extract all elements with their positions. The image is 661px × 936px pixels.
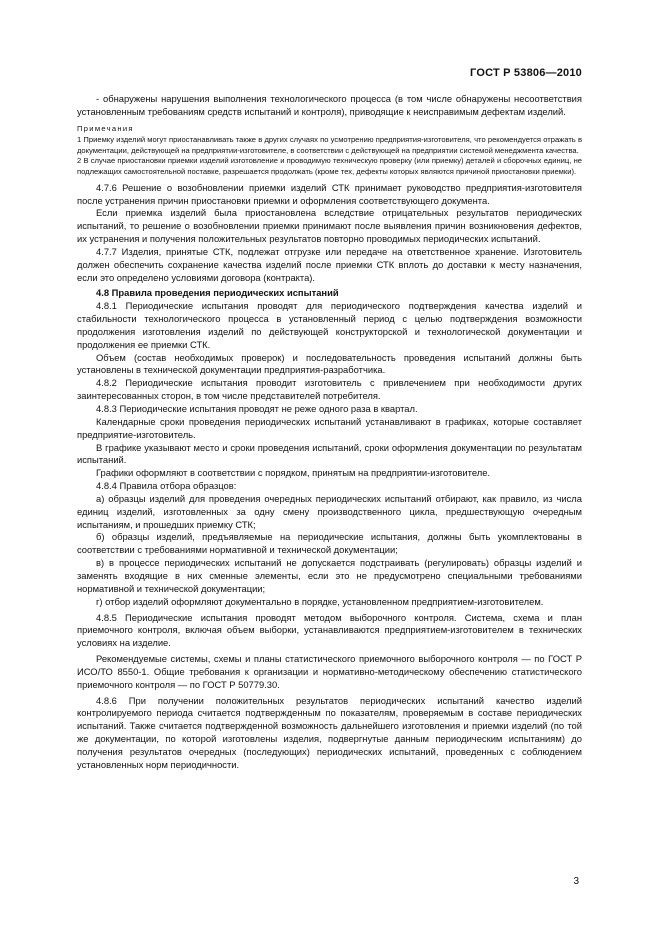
paragraph-4-8-6: 4.8.6 При получении положительных результатов периодических испытаний качество изделий контролируемого периода считается подтвержденным по показателям, проверяемым в составе периодических испытаний. Также считается подтвержденной возможность дальнейшего изготовления и приемки изделий (по той же документации, по которой изготовлены изделия, подвергнутые данным периодическим испытаниям) до получения результатов очередных (последующих) периодических испытаний, проведенных с соблюдением установленных норм периодичности.: [77, 694, 582, 770]
paragraph-schedule-format: Графики оформляют в соответствии с порядком, принятым на предприятии-изготовителе.: [96, 467, 491, 479]
paragraph-4-8-2: 4.8.2 Периодические испытания проводит изготовитель с привлечением при необходимости других заинтересованных сторон, в том числе представителей потребителя.: [77, 377, 582, 402]
note-2: 2 В случае приостановки приемки изделий изготовление и проводимую техническую проверку (или приемку) деталей и сборочных единиц, не подлежащих самостоятельной поставке, разрешается продолжать (кроме тех, дефекты которых являются причиной приостановки приемки).: [77, 156, 582, 177]
list-item-g: г) отбор изделий оформляют документально в порядке, установленном предприятием-изготовителем.: [96, 595, 544, 607]
paragraph-4-8-3: 4.8.3 Периодические испытания проводят не реже одного раза в квартал.: [96, 403, 418, 414]
paragraph-scope: Объем (состав необходимых проверок) и последовательность проведения испытаний должны быть установлены в технической документации предприятия-разработчика.: [77, 351, 582, 376]
standard-header: ГОСТ Р 53806—2010: [470, 67, 582, 79]
paragraph-4-8-4: 4.8.4 Правила отбора образцов:: [96, 480, 237, 492]
paragraph-schedule: Календарные сроки проведения периодических испытаний устанавливают в графиках, которые составляет предприятие-изготовитель.: [77, 415, 582, 440]
section-heading-4-8: 4.8 Правила проведения периодических испытаний: [96, 287, 339, 299]
paragraph-4-8-5: 4.8.5 Периодические испытания проводят методом выборочного контроля. Система, схема и план приемочного контроля, включая объем выборки, устанавливаются предприятием-изготовителем в технических условиях на изделие.: [77, 611, 582, 649]
paragraph-4-7-7: 4.7.7 Изделия, принятые СТК, подлежат отгрузке или передаче на ответственное хранение. Изготовитель должен обеспечить сохранение качества изделий после приемки СТК вплоть до доставки к месту назначения, если это определено условиями договора (контракта).: [77, 245, 582, 283]
list-item-b: б) образцы изделий, предъявляемые на периодические испытания, должны быть укомплектованы в соответствии с требованиями нормативной и технической документации;: [77, 531, 582, 556]
notes-block: [77, 124, 582, 178]
list-item-a: а) образцы изделий для проведения очередных периодических испытаний отбирают, как правило, из числа единиц изделий, изготовленных за одну смену производственного цикла, предшествующую очередным испытаниям, и прошедших приемку СТК;: [77, 492, 582, 530]
intro-paragraph: - обнаружены нарушения выполнения технологического процесса (в том числе обнаружены несоответствия установленным требованиям средств испытаний и контроля), приводящие к неисправимым дефектам изделий.: [77, 93, 582, 117]
paragraph-4-7-6: 4.7.6 Решение о возобновлении приемки изделий СТК принимает руководство предприятия-изготовителя после устранения причин приостановки приемки и оформления соответствующего документа.: [77, 181, 582, 206]
paragraph-4-8-1: 4.8.1 Периодические испытания проводят для периодического подтверждения качества изделий и стабильности технологического процесса в установленный период с целью подтверждения возможности продолжения изготовления изделий по действующей конструкторской и технологической документации и продолжения ее приемки СТК.: [77, 300, 582, 350]
paragraph-schedule-place: В графике указывают место и сроки проведения испытаний, сроки оформления документации по результатам испытаний.: [77, 441, 582, 466]
paragraph-resumption: Если приемка изделий была приостановлена вследствие отрицательных результатов периодических испытаний, то решение о возобновлении приемки принимают после выявления причин возникновения дефектов, их устранения и получения положительных результатов повторно проводимых периодических испытаний.: [77, 207, 582, 245]
list-item-v: в) в процессе периодических испытаний не допускается подстраивать (регулировать) образцы изделий и заменять входящие в них сменные элементы, если это не предусмотрено специальными требованиями нормативной и технической документации;: [77, 557, 582, 594]
note-1: 1 Приемку изделий могут приостанавливать также в других случаях по усмотрению предприятия-изготовителя, что рекомендуется отражать в документации, действующей на предприятии-изготовителе, в соответствии с действующей на предприятии системой менеджмента качества.: [77, 135, 582, 155]
paragraph-recommended-systems: Рекомендуемые системы, схемы и планы статистического приемочного выборочного контроля — по ГОСТ Р ИСО/ТО 8550-1. Общие требования к организации и нормативно-методическому обеспечению статистического приемочного контроля — по ГОСТ Р 50779.30.: [77, 653, 582, 690]
page-number: 3: [573, 876, 579, 887]
notes-heading: Примечания: [77, 123, 134, 133]
page-content: [77, 93, 582, 772]
